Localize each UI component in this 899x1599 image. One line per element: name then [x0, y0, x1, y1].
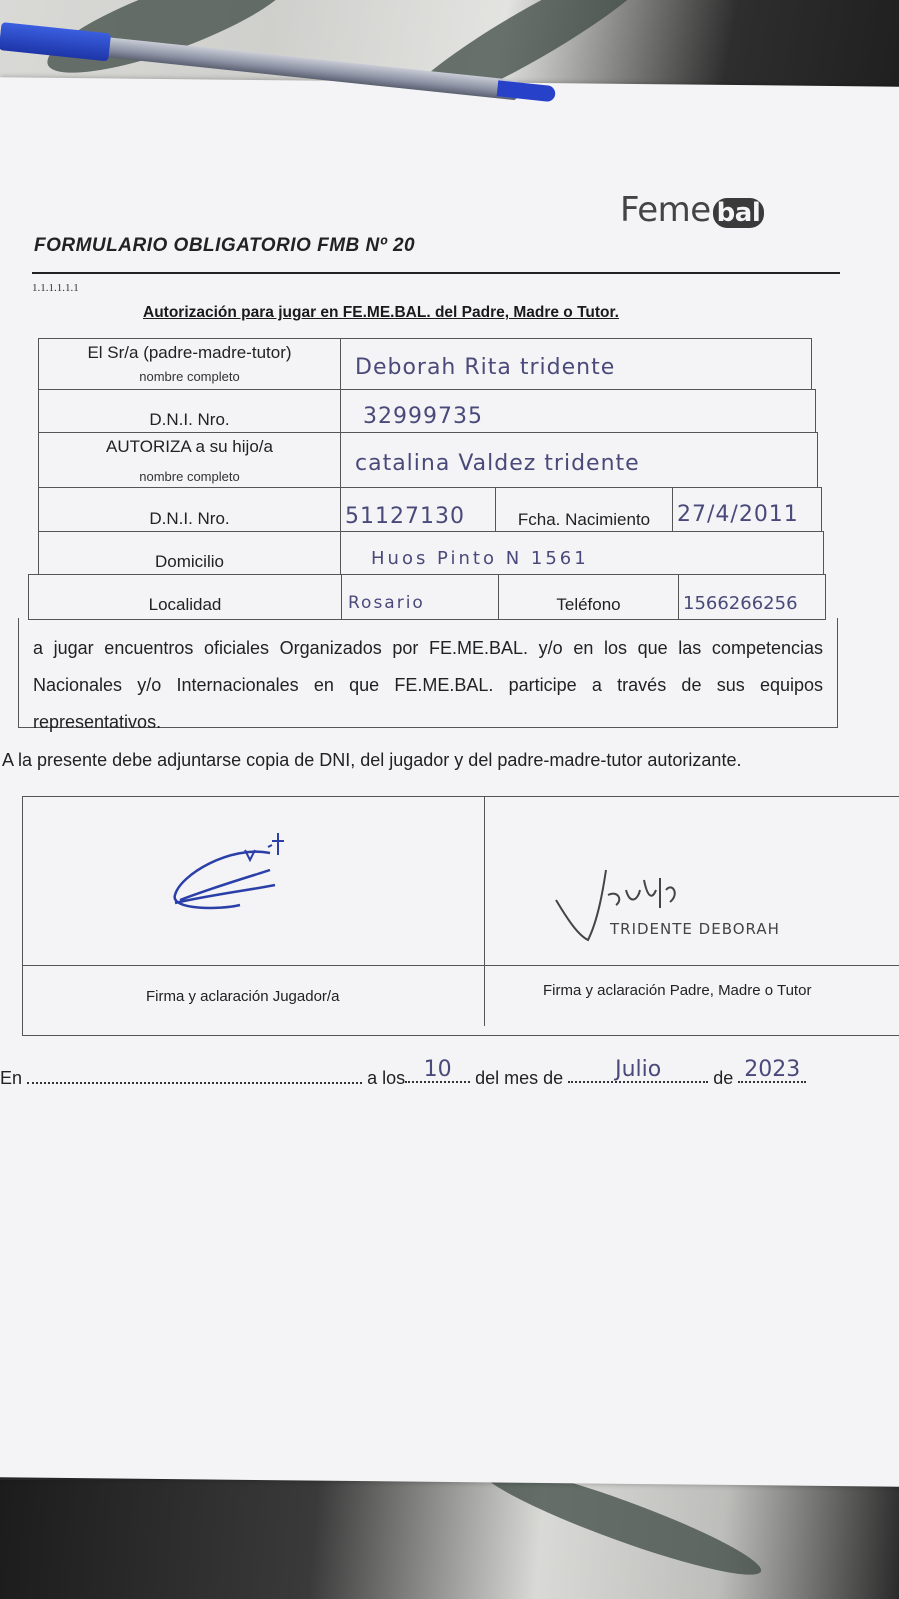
child-name-cell [340, 432, 818, 488]
month-label: del mes de [475, 1068, 564, 1088]
city: Rosario [348, 593, 425, 613]
authorization-heading: Autorización para jugar en FE.ME.BAL. del Padre, Madre o Tutor. [143, 304, 619, 321]
parent-dni-label-cell [38, 389, 341, 433]
form-title: FORMULARIO OBLIGATORIO FMB Nº 20 [34, 235, 416, 256]
address-cell [340, 531, 824, 575]
parent-name: Deborah Rita tridente [355, 355, 616, 380]
month-value: Julio [615, 1057, 662, 1082]
child-name: catalina Valdez tridente [355, 451, 640, 476]
femebal-logo: Feme bal [620, 190, 764, 230]
child-dni: 51127130 [345, 504, 465, 529]
full-name-sublabel: nombre completo [139, 469, 240, 484]
paper-sheet [0, 77, 899, 1486]
player-signature-label: Firma y aclaración Jugador/a [146, 988, 340, 1005]
attachment-note: A la presente debe adjuntarse copia de DNI, del jugador y del padre-madre-tutor autorizante. [2, 750, 742, 770]
parent-label: El Sr/a (padre-madre-tutor) [87, 343, 292, 362]
address-label: Domicilio [155, 552, 224, 571]
city-cell [341, 574, 499, 620]
year-value: 2023 [744, 1057, 801, 1082]
phone-label: Teléfono [556, 595, 621, 614]
signature-divider [484, 796, 485, 1026]
title-divider [32, 272, 840, 274]
birth-date: 27/4/2011 [677, 502, 799, 527]
child-dni-cell [340, 487, 496, 532]
parent-dni: 32999735 [363, 404, 483, 429]
background-fabric-bottom [0, 1480, 899, 1599]
parent-clarification: TRIDENTE DEBORAH [610, 920, 780, 938]
form-code: 1.1.1.1.1.1 [32, 282, 79, 294]
birth-date-cell [672, 487, 822, 532]
year-label: de [713, 1068, 734, 1088]
child-dni-label: D.N.I. Nro. [149, 509, 230, 528]
date-line [0, 1057, 806, 1089]
parent-dni-label: D.N.I. Nro. [149, 410, 230, 429]
full-name-sublabel: nombre completo [139, 369, 240, 384]
signature-label-divider [22, 965, 899, 966]
a-los-label: a los [367, 1068, 406, 1088]
parent-name-cell [340, 338, 812, 390]
city-label: Localidad [148, 595, 222, 614]
birth-date-label: Fcha. Nacimiento [517, 510, 651, 529]
day-value: 10 [423, 1057, 452, 1082]
player-signature [160, 825, 300, 920]
place-field [27, 1066, 362, 1084]
parent-dni-cell [340, 389, 816, 433]
phone-cell [678, 574, 826, 620]
year-field [738, 1057, 806, 1083]
city-label-cell [28, 574, 342, 620]
parent-signature-label: Firma y aclaración Padre, Madre o Tutor [543, 982, 812, 999]
month-field [568, 1057, 708, 1083]
authorization-paragraph: a jugar encuentros oficiales Organizados por FE.ME.BAL. y/o en los que las competencias Nacionales y/o Internacionales en que FE.ME.BAL. participe a través de sus equipos representativos. [18, 618, 838, 728]
address-label-cell [38, 531, 341, 575]
authorizes-label: AUTORIZA a su hijo/a [106, 437, 273, 456]
phone-label-cell [498, 574, 679, 620]
child-label-cell [38, 432, 341, 488]
birth-label-cell [495, 487, 673, 532]
address: Huos Pinto N 1561 [371, 548, 589, 569]
day-field [405, 1057, 470, 1083]
child-dni-label-cell [38, 487, 341, 532]
date-prefix: En [0, 1068, 23, 1088]
phone: 1566266256 [683, 593, 798, 614]
parent-label-cell [38, 338, 341, 390]
